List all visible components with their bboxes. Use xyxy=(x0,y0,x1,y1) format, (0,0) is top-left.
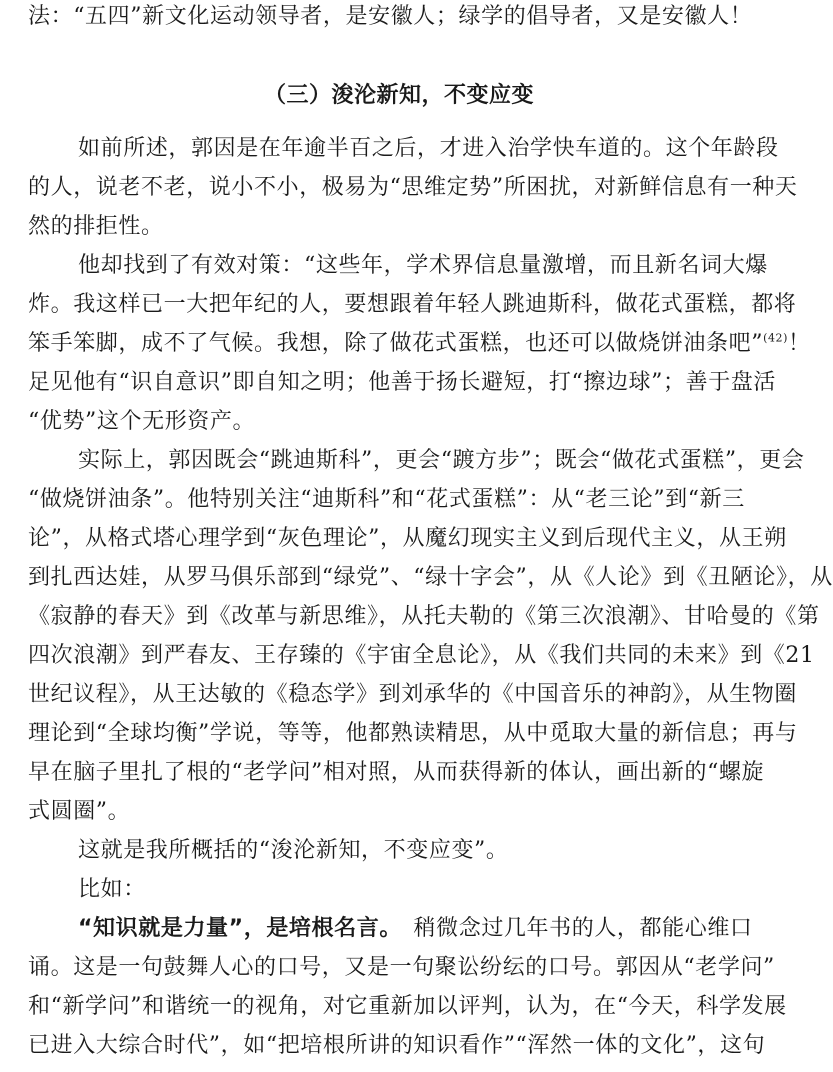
bold-quote: “知识就是力量”，是培根名言。 xyxy=(78,916,391,941)
text-line: “优势”这个无形资产。 xyxy=(28,409,256,434)
text-line: 和“新学问”和谐统一的视角，对它重新加以评判，认为，在“今天，科学发展 xyxy=(28,994,787,1019)
text-line: 足见他有“识自意识”即自知之明；他善于扬长避短，打“擦边球”；善于盘活 xyxy=(28,370,776,395)
text-line: 法：“五四”新文化运动领导者，是安徽人；绿学的倡导者，又是安徽人！ xyxy=(28,4,753,29)
text-line: 这就是我所概括的“浚沦新知，不变应变”。 xyxy=(78,838,509,863)
text-line: 早在脑子里扎了根的“老学问”相对照，从而获得新的体认，画出新的“螺旋 xyxy=(28,760,765,785)
text-line: 实际上，郭因既会“跳迪斯科”，更会“踱方步”；既会“做花式蛋糕”，更会 xyxy=(78,448,805,473)
text-line: “做烧饼油条”。他特别关注“迪斯科”和“花式蛋糕”：从“老三论”到“新三 xyxy=(28,487,745,512)
text-line: 论”，从格式塔心理学到“灰色理论”，从魔幻现实主义到后现代主义，从王朔 xyxy=(28,526,787,551)
text-line: 炸。我这样已一大把年纪的人，要想跟着年轻人跳迪斯科，做花式蛋糕，都将 xyxy=(28,292,797,317)
text-line: 已进入大综合时代”，如“把培根所讲的知识看作”“浑然一体的文化”，这句 xyxy=(28,1033,766,1058)
text-line: 四次浪潮》到严春友、王存臻的《宇宙全息论》，从《我们共同的未来》到《21 xyxy=(28,643,815,668)
text-line: 式圆圈”。 xyxy=(28,799,131,824)
text-line: 的人，说老不老，说小不小，极易为“思维定势”所困扰，对新鲜信息有一种天 xyxy=(28,175,798,200)
text-line: 他却找到了有效对策：“这些年，学术界信息量激增，而且新名词大爆 xyxy=(78,253,768,278)
text-segment: ！ xyxy=(788,331,811,356)
text-line xyxy=(78,914,753,944)
text-line: 然的排拒性。 xyxy=(28,214,164,239)
section-heading: （三）浚沦新知，不变应变 xyxy=(263,83,534,108)
text-line: 世纪议程》，从王达敏的《稳态学》到刘承华的《中国音乐的神韵》，从生物圈 xyxy=(28,682,798,707)
text-segment: 稍微念过几年书的人，都能心维口 xyxy=(390,916,753,941)
text-segment: 笨手笨脚，成不了气候。我想，除了做花式蛋糕，也还可以做烧饼油条吧” xyxy=(28,331,764,356)
text-line: 理论到“全球均衡”学说，等等，他都熟读精思，从中觅取大量的新信息；再与 xyxy=(28,721,798,746)
footnote-marker: (42) xyxy=(763,331,789,345)
text-line xyxy=(28,329,811,359)
text-line: 到扎西达娃，从罗马俱乐部到“绿党”、“绿十字会”，从《人论》到《丑陋论》，从 xyxy=(28,565,833,590)
text-line: 比如： xyxy=(78,877,146,902)
text-line: 如前所述，郭因是在年逾半百之后，才进入治学快车道的。这个年龄段 xyxy=(78,136,779,161)
text-line: 《寂静的春天》到《改革与新思维》，从托夫勒的《第三次浪潮》、甘哈曼的《第 xyxy=(28,604,820,629)
text-line: 诵。这是一句鼓舞人心的口号，又是一句聚讼纷纭的口号。郭因从“老学问” xyxy=(28,955,775,980)
